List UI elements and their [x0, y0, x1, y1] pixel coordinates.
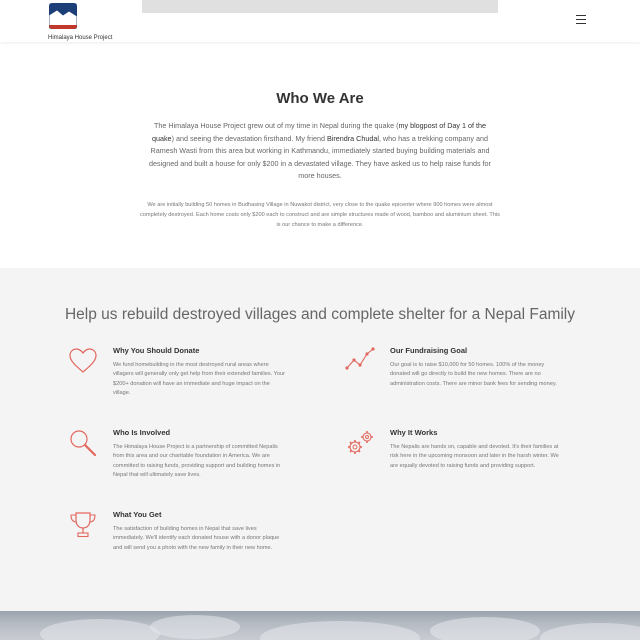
intro-text-2: ) and seeing the devastation firsthand. My friend	[171, 133, 327, 143]
magnifier-icon	[68, 428, 98, 458]
feature-title: What You Get	[113, 510, 162, 519]
help-us-title: Help us rebuild destroyed villages and complete shelter for a Nepal Family	[64, 306, 576, 323]
who-we-are-intro	[145, 120, 495, 183]
feature-text: The Nepalis are hands on, capable and devoted. It's their families at risk here in the upcoming monsoon and later in the harsh winter. We are equally devoted to raising funds and providing support.	[390, 444, 559, 469]
line-chart-icon	[345, 346, 375, 376]
feature-title: Why You Should Donate	[113, 346, 200, 355]
feature-text: The Himalaya House Project is a partnership of committed Nepalis from this area and our charitable foundation in America. We are committed to raising funds, providing support and building homes in Nepal that will ultimately save lives.	[113, 444, 281, 479]
gears-icon	[345, 428, 375, 458]
trophy-icon	[68, 510, 98, 540]
hamburger-menu-icon[interactable]	[576, 15, 588, 25]
feature-text: We fund homebuilding in the most destroyed rural areas where villagers will generally only get help from their extended families. Your $200+ donation will have an immediate and huge impact on the village.	[113, 362, 285, 397]
intro-text-1: The Himalaya House Project grew out of my time in Nepal during the quake (	[154, 121, 399, 130]
blogpost-link[interactable]: my blogpost of Day 1 of the quake	[151, 121, 486, 143]
who-we-are-details: We are initially building 50 homes in Budhasing Village in Nuwakot district, very close to the quake epicenter where 900 homes were almost completely destroyed. Each home costs only $200 each to construct and are simple structures made of wood, bamboo and aluminium sheet. This is our chance to make a difference.	[140, 202, 500, 228]
site-header	[0, 0, 640, 42]
site-logo[interactable]	[48, 3, 128, 41]
mountain-sky-image	[0, 611, 640, 640]
logo-text: Himalaya House Project	[48, 35, 113, 41]
feature-title: Our Fundraising Goal	[390, 346, 468, 355]
who-we-are-section	[0, 42, 640, 268]
heart-icon	[68, 346, 98, 376]
feature-text: Our goal is to raise $10,000 for 50 homes. 100% of the money donated will go directly to build the new homes. There are no administration costs. There are minor bank fees for sending money.	[390, 362, 557, 387]
feature-title: Why It Works	[390, 428, 438, 437]
intro-text-3: , who has a trekking company and Ramesh Wasti from this area but working in Kathmandu, immediately started buying building materials and designed and built a house for only $200 in a devastated village. They have asked us to help raise funds for more houses.	[149, 133, 491, 181]
mountain-logo-icon	[49, 3, 77, 29]
birendra-name: Birendra Chudal	[326, 133, 379, 143]
who-we-are-title: Who We Are	[276, 90, 364, 107]
search-bar[interactable]	[142, 0, 498, 13]
help-us-section	[0, 268, 640, 611]
feature-title: Who Is Involved	[113, 428, 171, 437]
feature-text: The satisfaction of building homes in Nepal that save lives immediately. We'll identify each donated house with a donor plaque and will send you a photo with the new family in their new home.	[113, 526, 280, 551]
